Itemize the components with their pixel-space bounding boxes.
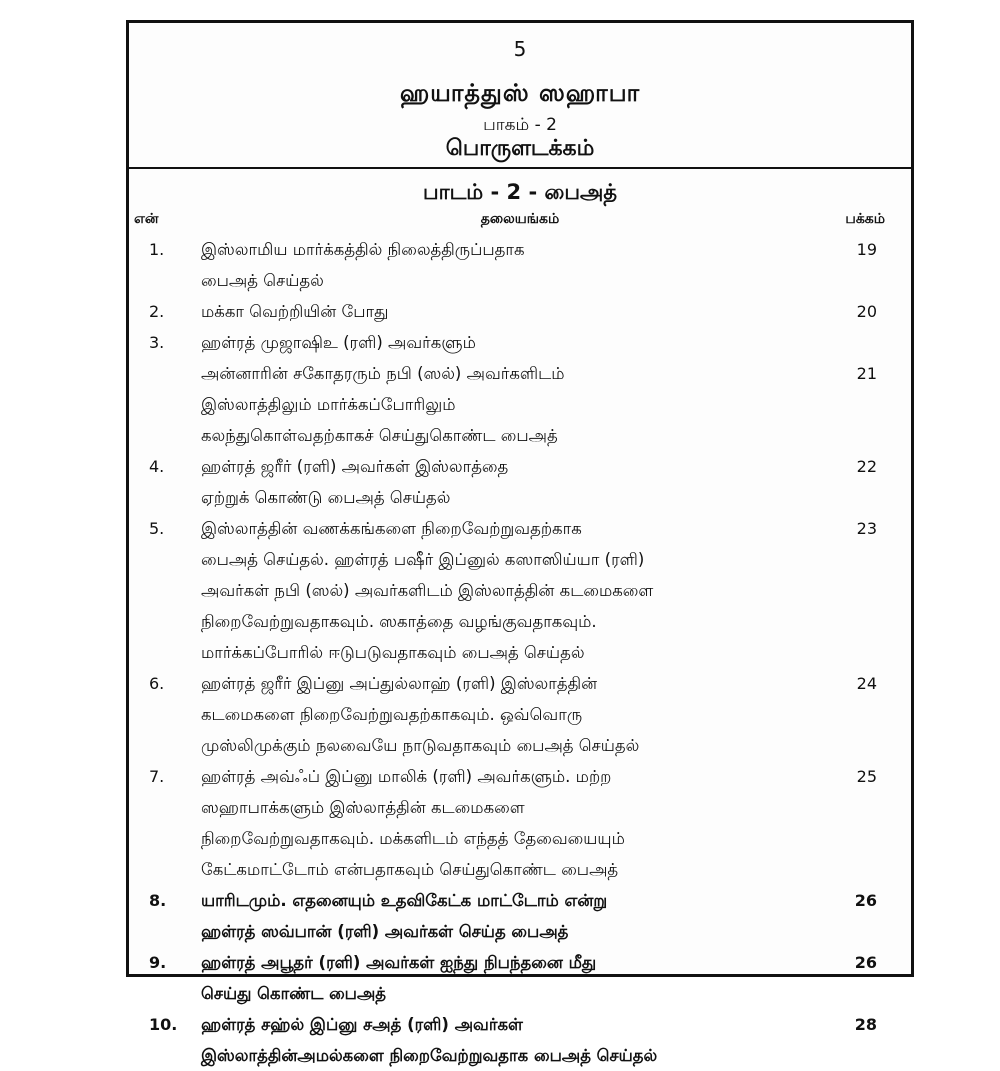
entry-title-line: ஹள்ரத் அவ்ஃப் இப்னு மாலிக் (ரளி) அவர்களும். மற்ற — [201, 767, 612, 786]
entry-title — [201, 668, 841, 761]
contents-entry — [129, 668, 911, 761]
entry-page-number: 22 — [856, 457, 877, 476]
entry-title-line: ஹள்ரத் ஜரீர் இப்னு அப்துல்லாஹ் (ரளி) இஸ்லாத்தின் — [201, 674, 598, 693]
contents-heading: பொருளடக்கம் — [445, 136, 595, 161]
entry-page-number: 24 — [856, 674, 877, 693]
contents-entry — [129, 451, 911, 513]
entry-title-line: ஹள்ரத் சஹ்ல் இப்னு சஅத் (ரளி) அவர்கள் — [201, 1015, 523, 1034]
entry-page-number: 26 — [854, 953, 877, 972]
entry-number: 1. — [149, 240, 165, 259]
entry-number: 9. — [149, 953, 167, 972]
entry-title-line: ஹள்ரத் ஸவ்பான் (ரளி) அவர்கள் செய்த பைஅத் — [201, 922, 569, 941]
entry-title-line: ஹள்ரத் முஜாஷிஉ (ரளி) அவர்களும் — [201, 333, 476, 352]
entry-number: 2. — [149, 302, 165, 321]
heading-divider — [129, 167, 911, 169]
entry-page-number: 25 — [856, 767, 877, 786]
entry-title-line: ஏற்றுக் கொண்டு பைஅத் செய்தல் — [201, 488, 451, 507]
contents-entry — [129, 885, 911, 947]
entry-title-line: செய்து கொண்ட பைஅத் — [201, 984, 387, 1003]
entry-title-line: இஸ்லாத்திலும் மார்க்கப்போரிலும் — [201, 395, 456, 414]
entry-title-line: இஸ்லாமிய மார்க்கத்தில் நிலைத்திருப்பதாக — [201, 240, 525, 259]
entry-title-line: இஸ்லாத்தின் வணக்கங்களை நிறைவேற்றுவதற்காக — [201, 519, 582, 538]
entry-title — [201, 234, 841, 296]
contents-entry — [129, 761, 911, 885]
column-header-title: தலையங்கம் — [480, 211, 560, 227]
entry-title-line: நிறைவேற்றுவதாகவும். ஸகாத்தை வழங்குவதாகவும். — [201, 612, 597, 631]
entry-title-line: ஸஹாபாக்களும் இஸ்லாத்தின் கடமைகளை — [201, 798, 525, 817]
entry-title — [201, 1009, 841, 1071]
entry-page-number: 19 — [856, 240, 877, 259]
entry-title — [201, 885, 841, 947]
entry-title — [201, 761, 841, 885]
contents-entry — [129, 296, 911, 327]
part-label: பாகம் - 2 — [483, 115, 557, 135]
entry-number: 6. — [149, 674, 165, 693]
entry-title — [201, 327, 841, 451]
contents-list — [129, 234, 911, 1071]
column-header-number: என் — [134, 211, 159, 227]
entry-title-line: யாரிடமும். எதனையும் உதவிகேட்க மாட்டோம் என்று — [201, 891, 608, 910]
entry-title — [201, 296, 841, 327]
contents-entry — [129, 513, 911, 668]
entry-page-number: 23 — [856, 519, 877, 538]
entry-title-line: அவர்கள் நபி (ஸல்) அவர்களிடம் இஸ்லாத்தின் கடமைகளை — [201, 581, 654, 600]
entry-page-number: 20 — [856, 302, 877, 321]
entry-title — [201, 513, 841, 668]
entry-number: 10. — [149, 1015, 178, 1034]
entry-title-line: கலந்துகொள்வதற்காகச் செய்துகொண்ட பைஅத் — [201, 426, 558, 445]
entry-title-line: மக்கா வெற்றியின் போது — [201, 302, 389, 321]
book-title: ஹயாத்துஸ் ஸஹாபா — [399, 79, 641, 107]
entry-title-line: ஹள்ரத் அபூதர் (ரளி) அவர்கள் ஐந்து நிபந்தனை மீது — [201, 953, 597, 972]
entry-title-line: பைஅத் செய்தல். ஹள்ரத் பஷீர் இப்னுல் கஸாஸிய்யா (ரளி) — [201, 550, 645, 569]
entry-page-number: 21 — [856, 364, 877, 383]
entry-number: 4. — [149, 457, 165, 476]
contents-entry — [129, 234, 911, 296]
entry-number: 8. — [149, 891, 167, 910]
entry-title-line: கேட்கமாட்டோம் என்பதாகவும் செய்துகொண்ட பைஅத் — [201, 860, 619, 879]
lesson-heading: பாடம் - 2 - பைஅத் — [422, 180, 617, 204]
entry-number: 5. — [149, 519, 165, 538]
entry-title-line: கடமைகளை நிறைவேற்றுவதற்காகவும். ஒவ்வொரு — [201, 705, 583, 724]
entry-title-line: பைஅத் செய்தல் — [201, 271, 324, 290]
entry-title-line: நிறைவேற்றுவதாகவும். மக்களிடம் எந்தத் தேவையையும் — [201, 829, 625, 848]
entry-title — [201, 451, 841, 513]
entry-title-line: ஹள்ரத் ஜரீர் (ரளி) அவர்கள் இஸ்லாத்தை — [201, 457, 509, 476]
page-frame — [126, 20, 914, 1065]
entry-page-number: 28 — [854, 1015, 877, 1034]
entry-title-line: மார்க்கப்போரில் ஈடுபடுவதாகவும் பைஅத் செய்தல் — [201, 643, 585, 662]
page-number: 5 — [513, 37, 527, 61]
entry-page-number: 26 — [854, 891, 877, 910]
entry-title-line: முஸ்லிமுக்கும் நலவையே நாடுவதாகவும் பைஅத் செய்தல் — [201, 736, 640, 755]
entry-number: 3. — [149, 333, 165, 352]
entry-title-line: இஸ்லாத்தின்அமல்களை நிறைவேற்றுவதாக பைஅத் செய்தல் — [201, 1046, 658, 1065]
column-header-page: பக்கம் — [845, 211, 885, 227]
contents-entry — [129, 1009, 911, 1071]
entry-title-line: அன்னாரின் சகோதரரும் நபி (ஸல்) அவர்களிடம் — [201, 364, 565, 383]
entry-number: 7. — [149, 767, 165, 786]
contents-entry — [129, 327, 911, 451]
